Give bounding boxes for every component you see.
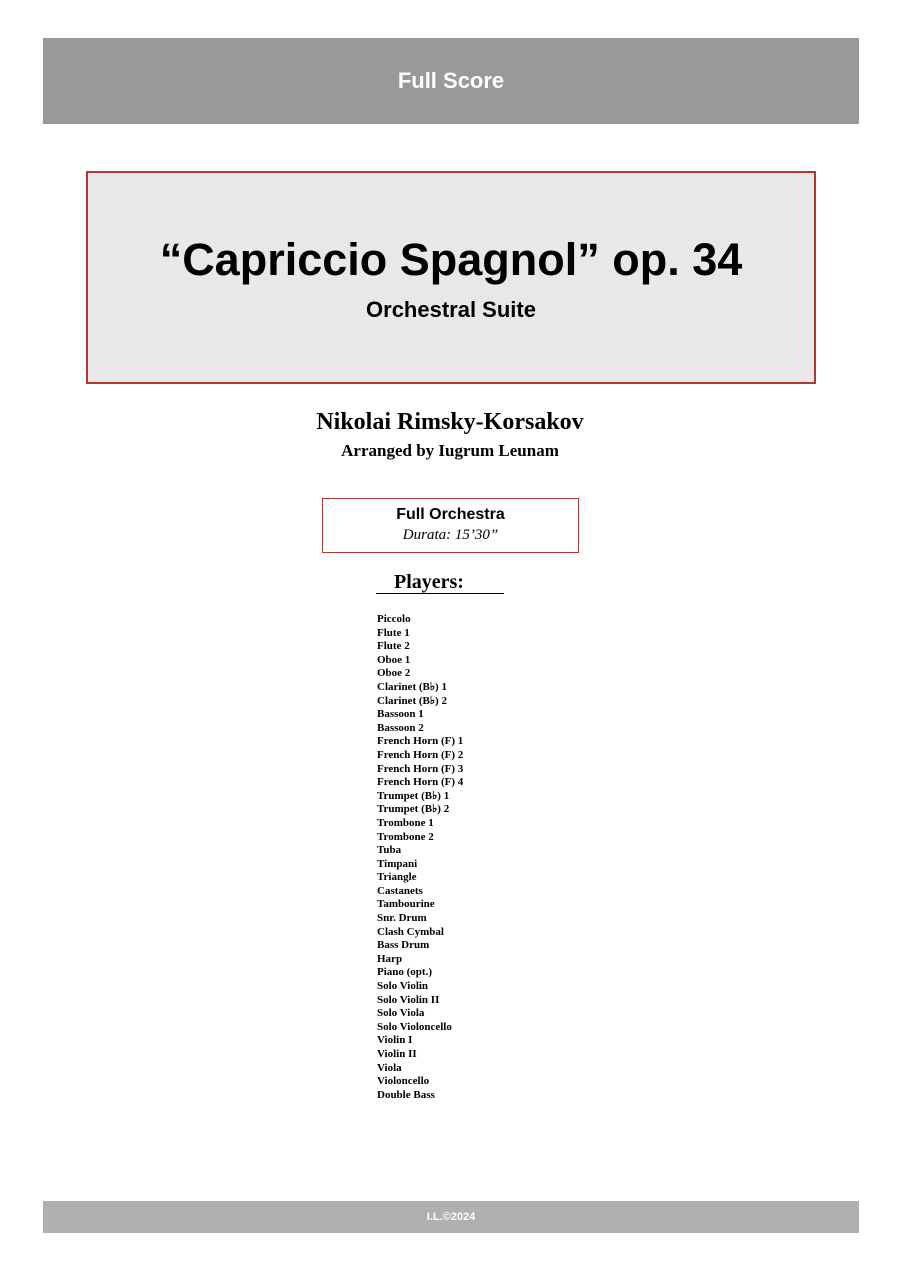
player-item: Clash Cymbal: [377, 925, 444, 938]
player-item: Flute 1: [377, 626, 410, 639]
player-item: Oboe 1: [377, 653, 411, 666]
player-item: Harp: [377, 952, 403, 965]
player-item: Solo Violin II: [377, 993, 440, 1006]
page-subtitle: Orchestral Suite: [366, 297, 536, 322]
player-item: Trombone 2: [377, 830, 434, 843]
player-item: Tambourine: [377, 898, 435, 911]
composer-name: Nikolai Rimsky-Korsakov: [316, 409, 584, 435]
player-item: Trumpet (B♭) 1: [377, 789, 450, 802]
player-item: Flute 2: [377, 640, 410, 653]
player-item: Violin II: [377, 1048, 417, 1060]
player-item: Solo Violin: [377, 980, 429, 993]
ensemble-box: [322, 498, 579, 553]
title-box: [86, 171, 816, 384]
player-item: Timpani: [377, 857, 418, 870]
player-item: Double Bass: [377, 1088, 435, 1101]
player-item: Clarinet (B♭) 1: [377, 680, 447, 693]
player-item: Tuba: [377, 844, 402, 857]
player-item: Oboe 2: [377, 667, 411, 680]
player-item: French Horn (F) 2: [377, 748, 464, 761]
player-item: Clarinet (B♭) 2: [377, 694, 447, 707]
player-item: Violin I: [377, 1034, 413, 1047]
player-item: Solo Violoncello: [377, 1020, 452, 1033]
player-item: Violoncello: [377, 1075, 430, 1088]
player-item: Piccolo: [377, 613, 411, 625]
footer-label: I.L.©2024: [426, 1211, 476, 1223]
footer-bar: [43, 1201, 859, 1233]
player-item: Triangle: [377, 871, 417, 884]
header-label: Full Score: [397, 68, 505, 93]
player-item: French Horn (F) 4: [377, 776, 464, 789]
player-item: Castanets: [377, 884, 423, 897]
player-item: Trumpet (B♭) 2: [377, 803, 450, 816]
ensemble-name: Full Orchestra: [396, 506, 505, 523]
players-list: [377, 613, 463, 1102]
player-item: Bass Drum: [377, 939, 430, 952]
arranger-credit: Arranged by Iugrum Leunam: [341, 441, 559, 460]
player-item: Piano (opt.): [377, 966, 432, 979]
player-item: Snr. Drum: [377, 912, 427, 925]
player-item: French Horn (F) 3: [377, 762, 464, 775]
player-item: Viola: [377, 1061, 402, 1074]
header-bar: [43, 38, 859, 124]
duration-text: Durata: 15’30”: [402, 527, 499, 543]
player-item: Bassoon 1: [377, 708, 424, 721]
player-item: Trombone 1: [377, 816, 434, 829]
player-item: Bassoon 2: [377, 721, 424, 734]
players-heading: Players:: [376, 571, 504, 594]
player-item: Solo Viola: [377, 1007, 425, 1020]
page-title: “Capriccio Spagnol” op. 34: [159, 234, 743, 285]
player-item: French Horn (F) 1: [377, 735, 464, 748]
